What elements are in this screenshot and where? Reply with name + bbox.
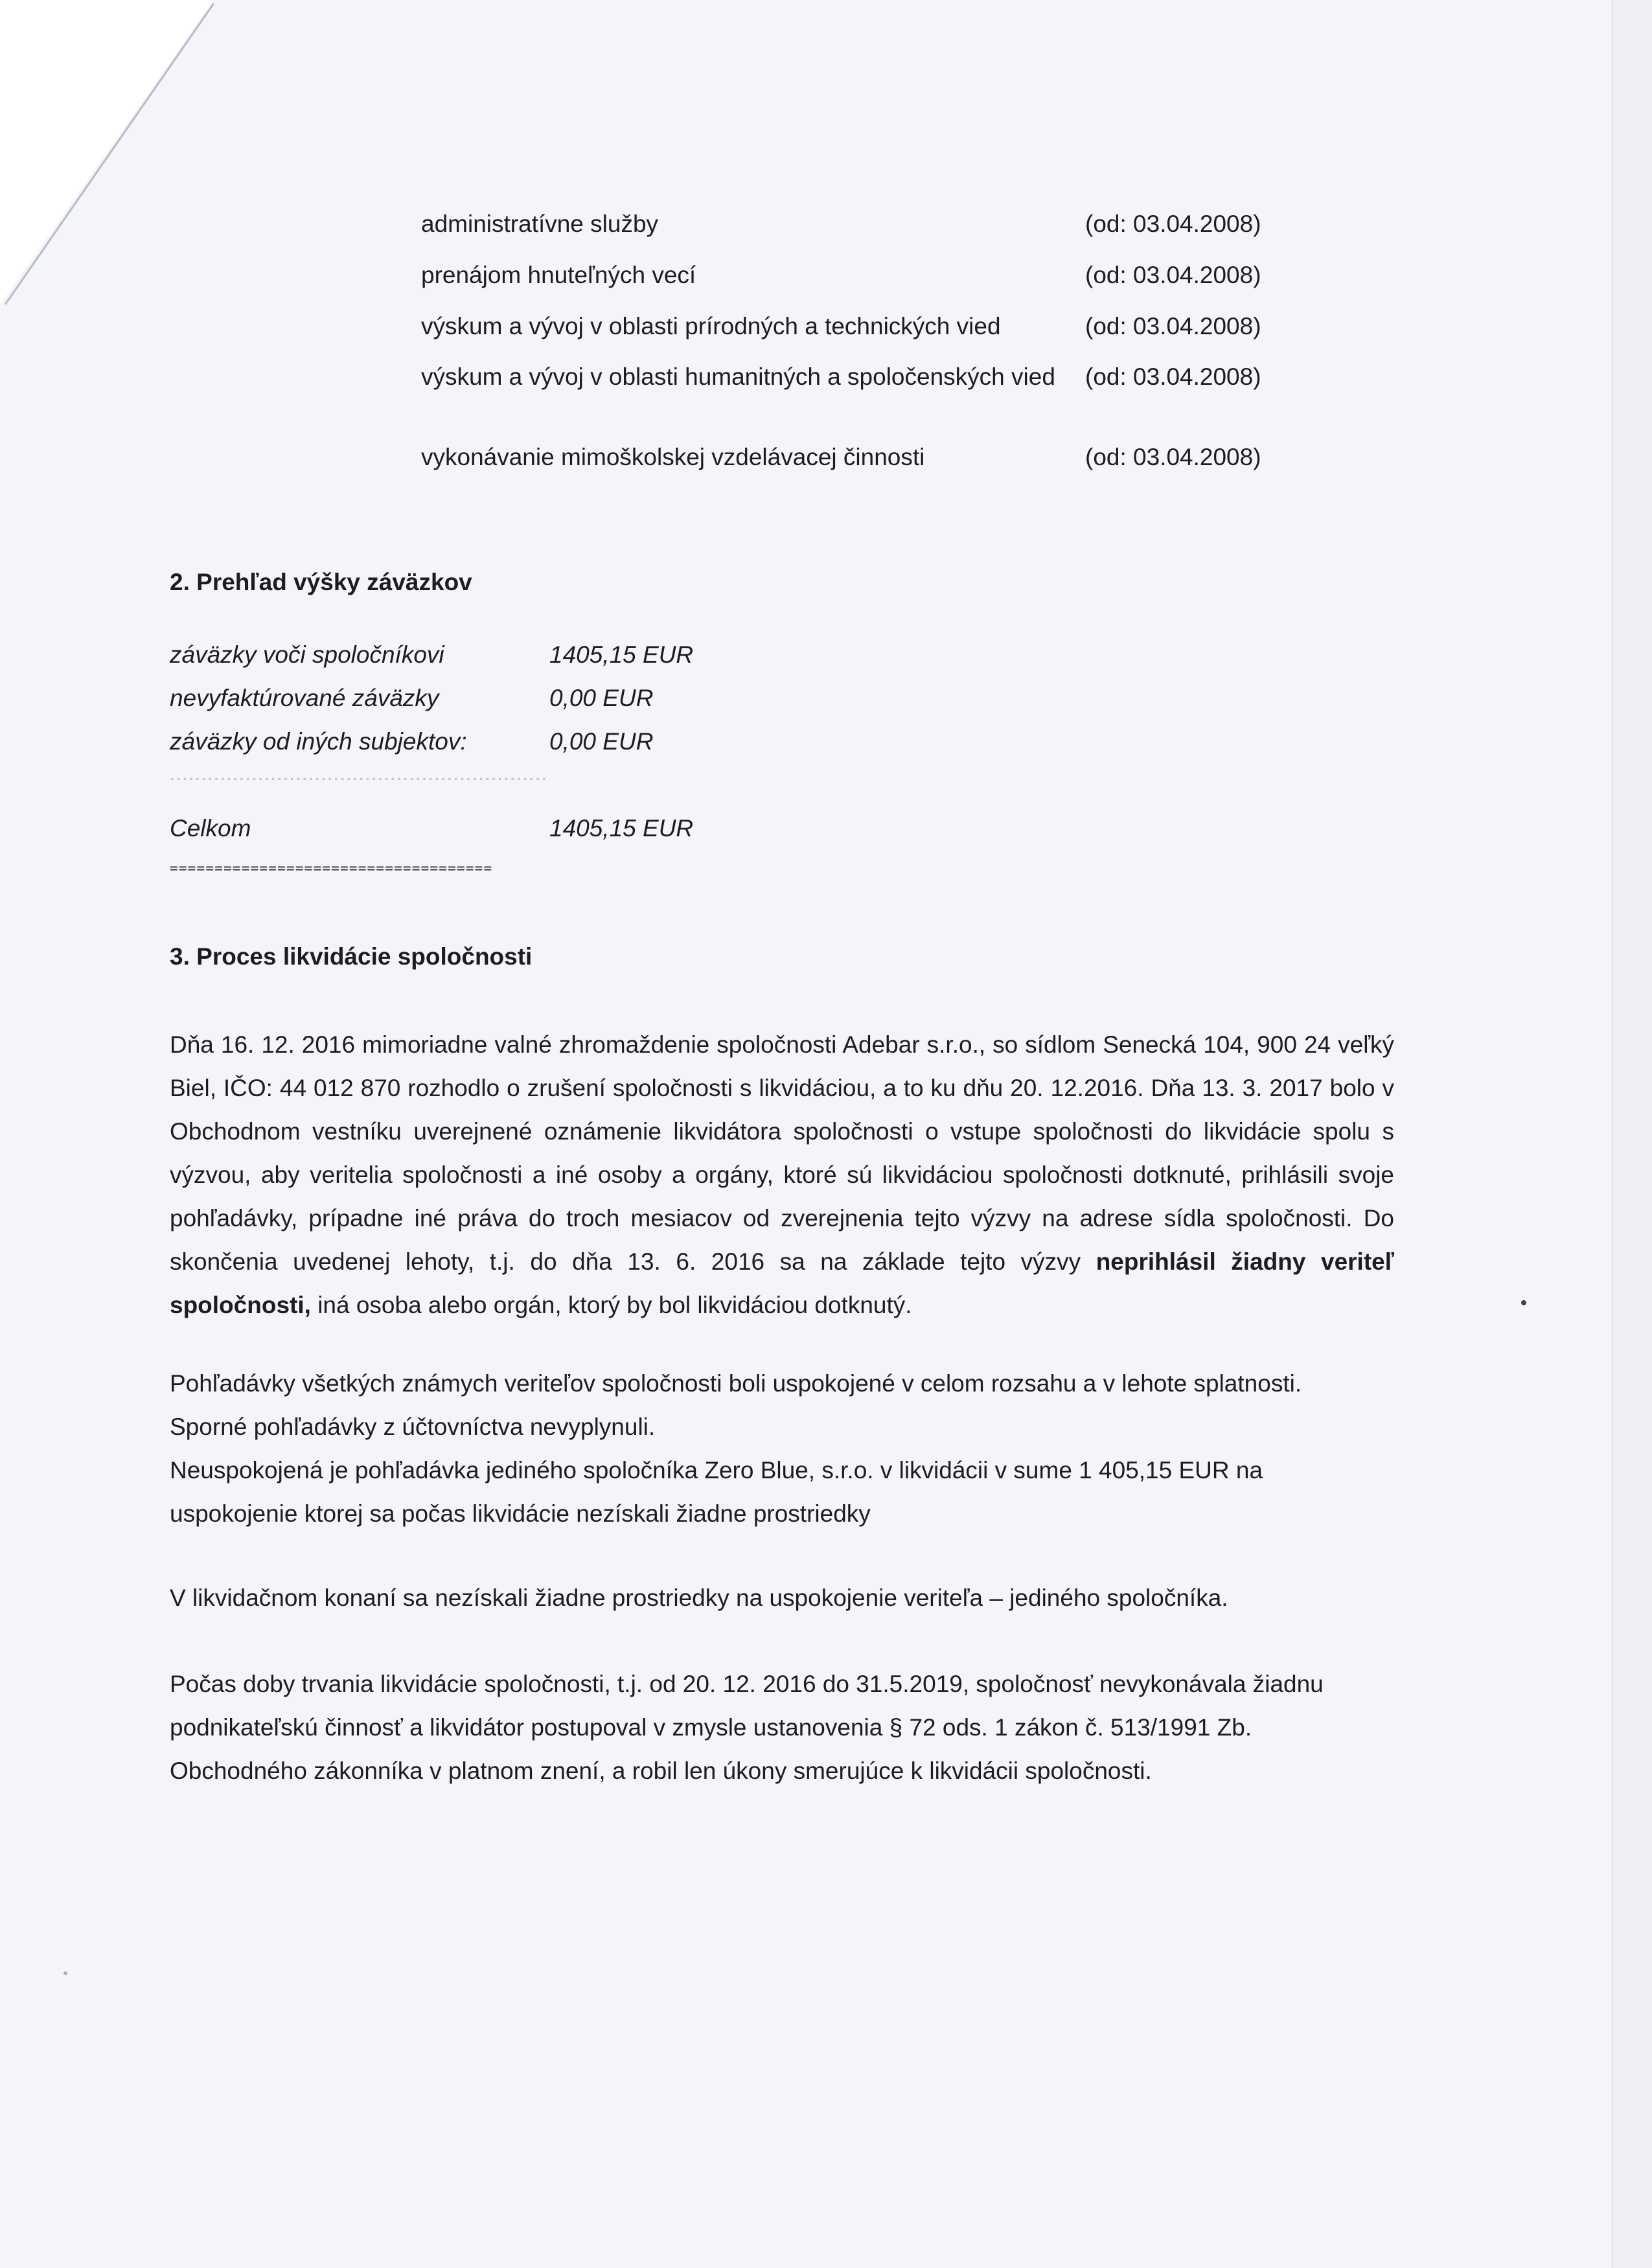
activity-name: výskum a vývoj v oblasti humanitných a spoločenských vied: [421, 363, 1055, 390]
liability-value: 0,00 EUR: [549, 728, 654, 755]
paragraph-text: Dňa 16. 12. 2016 mimoriadne valné zhromaždenie spoločnosti Adebar s.r.o., so sídlom Senecká 104, 900 24 veľký Biel, IČO: 44 012 870 rozhodlo o zrušení spoločnosti s likvidáciou, a to ku dňu 20. 12.2016. Dňa 13. 3. 2017 bolo v Obchodnom vestníku uverejnené oznámenie likvidátora spoločnosti o vstupe spoločnosti do likvidácie spolu s výzvou, aby veritelia spoločnosti a iné osoby a orgány, ktoré sú likvidáciou spoločnosti dotknuté, prihlásili svoje pohľadávky, prípadne iné práva do troch mesiacov od zverejnenia tejto výzvy na adrese sídla spoločnosti. Do skončenia uvedenej lehoty, t.j. do dňa 13. 6. 2016 sa na základe tejto výzvy: [170, 1031, 1394, 1275]
paragraph-line: Sporné pohľadávky z účtovníctva nevyplynuli.: [170, 1414, 656, 1440]
section-3-heading: 3. Proces likvidácie spoločnosti: [170, 943, 533, 970]
paragraph-line: podnikateľskú činnosť a likvidátor postupoval v zmysle ustanovenia § 72 ods. 1 zákon č. 513/1991 Zb.: [170, 1714, 1252, 1741]
activity-name: vykonávanie mimoškolskej vzdelávacej činnosti: [421, 444, 925, 470]
double-rule: ====================================: [170, 860, 493, 876]
activity-date: (od: 03.04.2008): [1085, 211, 1261, 237]
liquidation-paragraph: [170, 1023, 1394, 1327]
activity-name: administratívne služby: [421, 211, 659, 237]
paragraph-line: uspokojenie ktorej sa počas likvidácie nezískali žiadne prostriedky: [170, 1500, 871, 1527]
liability-label: nevyfaktúrované záväzky: [170, 685, 439, 711]
activity-name: prenájom hnuteľných vecí: [421, 262, 696, 288]
page-edge-shadow: [1612, 0, 1652, 2268]
liability-label: záväzky voči spoločníkovi: [170, 641, 444, 668]
emphasis-no-creditor: neprihlásil žiadny veriteľ spoločnosti,: [170, 1248, 1394, 1318]
scan-speck: [63, 1971, 67, 1975]
folded-corner: [0, 0, 214, 311]
paragraph-text: iná osoba alebo orgán, ktorý by bol likvidáciou dotknutý.: [317, 1292, 912, 1318]
activity-date: (od: 03.04.2008): [1085, 262, 1261, 288]
activity-date: (od: 03.04.2008): [1085, 444, 1261, 470]
paragraph-line: Neuspokojená je pohľadávka jediného spoločníka Zero Blue, s.r.o. v likvidácii v sume 1 405,15 EUR na: [170, 1457, 1263, 1483]
liability-value: 1405,15 EUR: [549, 641, 694, 668]
paragraph-line: Obchodného zákonníka v platnom znení, a robil len úkony smerujúce k likvidácii spoločnosti.: [170, 1758, 1152, 1784]
duration-paragraph: [170, 1662, 1440, 1793]
total-label: Celkom: [170, 815, 251, 842]
section-2-heading: 2. Prehľad výšky záväzkov: [170, 569, 472, 595]
activity-name: výskum a vývoj v oblasti prírodných a technických vied: [421, 313, 1001, 339]
activity-date: (od: 03.04.2008): [1085, 363, 1261, 390]
single-rule: ------------------------------------------------------------: [170, 774, 548, 784]
paragraph-line: Počas doby trvania likvidácie spoločnosti, t.j. od 20. 12. 2016 do 31.5.2019, spoločnosť nevykonávala žiadnu: [170, 1671, 1324, 1697]
activity-date: (od: 03.04.2008): [1085, 313, 1261, 339]
scan-speck: [1521, 1300, 1526, 1305]
liability-value: 0,00 EUR: [549, 685, 654, 711]
claims-paragraph: [170, 1362, 1440, 1535]
liability-label: záväzky od iných subjektov:: [170, 728, 467, 755]
paragraph-line: Pohľadávky všetkých známych veriteľov spoločnosti boli uspokojené v celom rozsahu a v lehote splatnosti.: [170, 1370, 1302, 1397]
total-value: 1405,15 EUR: [549, 815, 694, 842]
funds-paragraph: V likvidačnom konaní sa nezískali žiadne prostriedky na uspokojenie veriteľa – jediného spoločníka.: [170, 1585, 1228, 1611]
